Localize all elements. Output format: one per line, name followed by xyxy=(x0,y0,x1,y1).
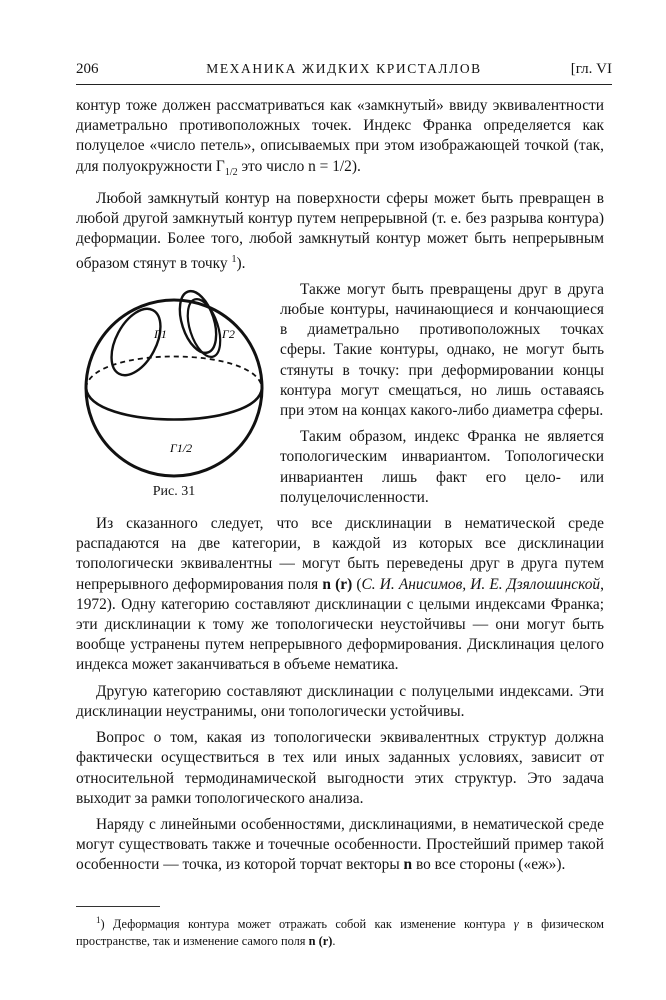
sphere-diagram xyxy=(76,280,272,480)
figure-31 xyxy=(76,280,272,502)
running-header xyxy=(76,58,612,80)
contour-g1 xyxy=(101,301,170,383)
chapter-marker: [гл. VI xyxy=(570,61,612,77)
body-text xyxy=(76,96,604,882)
figure-caption: Рис. 31 xyxy=(152,483,196,499)
footnote-rule xyxy=(76,906,160,907)
citation: С. И. Анисимов, И. Е. Дзялошинской xyxy=(361,575,601,593)
footnote-ref: 1 xyxy=(231,253,237,265)
page-number: 206 xyxy=(76,61,99,77)
paragraph-5: Из сказанного следует, что все дисклинации в нематической среде распадаются на две категории, в каждой из которых все дисклинации топологически эквивалентны — могут быть переведены друг в друга путем непрерывного деформирования поля n (r) (С. И. Анисимов, И. Е. Дзялошинской, 1972). Одну категорию составляют дисклинации с целыми индексами Франка; эти дисклинации к тому же топологически неустойчивы — они могут быть вообще устранены путем непрерывного деформирования. Дисклинация целого индекса может заканчиваться в объеме нематика. xyxy=(76,515,604,674)
paragraph-8: Наряду с линейными особенностями, дисклинациями, в нематической среде могут существовать также и точечные особенности. Простейший пример такой особенности — точка, из которой торчат векторы n во все стороны («еж»). xyxy=(76,815,604,874)
paragraph-2: Любой замкнутый контур на поверхности сферы может быть превращен в любой другой замкнутый контур путем непрерывной (т. е. без разрыва контура) деформации. Более того, любой замкнутый контур может быть непрерывным образом стянут в точку $^1$). xyxy=(76,189,604,272)
paragraph-6: Другую категорию составляют дисклинации с полуцелыми индексами. Эти дисклинации неустранимы, они топологически устойчивы. xyxy=(76,682,604,720)
label-gamma-2: Γ2 xyxy=(222,326,235,341)
footnote: $^1$) Деформация контура может отражать собой как изменение контура γ в физическом пространстве, так и изменение самого поля n (r). xyxy=(76,915,604,949)
paragraph-1: контур тоже должен рассматриваться как «замкнутый» ввиду эквивалентности диаметрально противоположных точек. Индекс Франка определяется как полуцелое «число петель», описываемых при этом изображающей точкой (так, для полуокружности $\Gamma_{1/2}$ это число n = 1/2). xyxy=(76,97,604,178)
label-gamma-half: Γ1/2 xyxy=(170,440,193,455)
paragraph-7: Вопрос о том, какая из топологически эквивалентных структур должна фактически осуществиться в тех или иных заданных условиях, зависит от относительной термодинамической выгодности этих структур. Это задача выходит за рамки топологического анализа. xyxy=(76,729,604,807)
running-title: МЕХАНИКА ЖИДКИХ КРИСТАЛЛОВ xyxy=(206,61,482,76)
header-rule xyxy=(76,84,612,85)
paragraph-3: Также могут быть превращены друг в друга любые контуры, начинающиеся и кончающиеся в диаметрально противоположных точках сферы. Такие контуры, однако, не могут быть стянуты в точку: при деформировании концы контура могут смещаться, но лишь оставаясь при этом на концах какого-либо диаметра сферы. xyxy=(280,280,604,420)
label-gamma-1: Γ1 xyxy=(154,326,167,341)
equator-front xyxy=(86,388,262,420)
paragraph-4: Таким образом, индекс Франка не является топологическим инвариантом. Топологически инвариантен лишь факт его цело- или полуцелочисленности. xyxy=(280,428,604,506)
